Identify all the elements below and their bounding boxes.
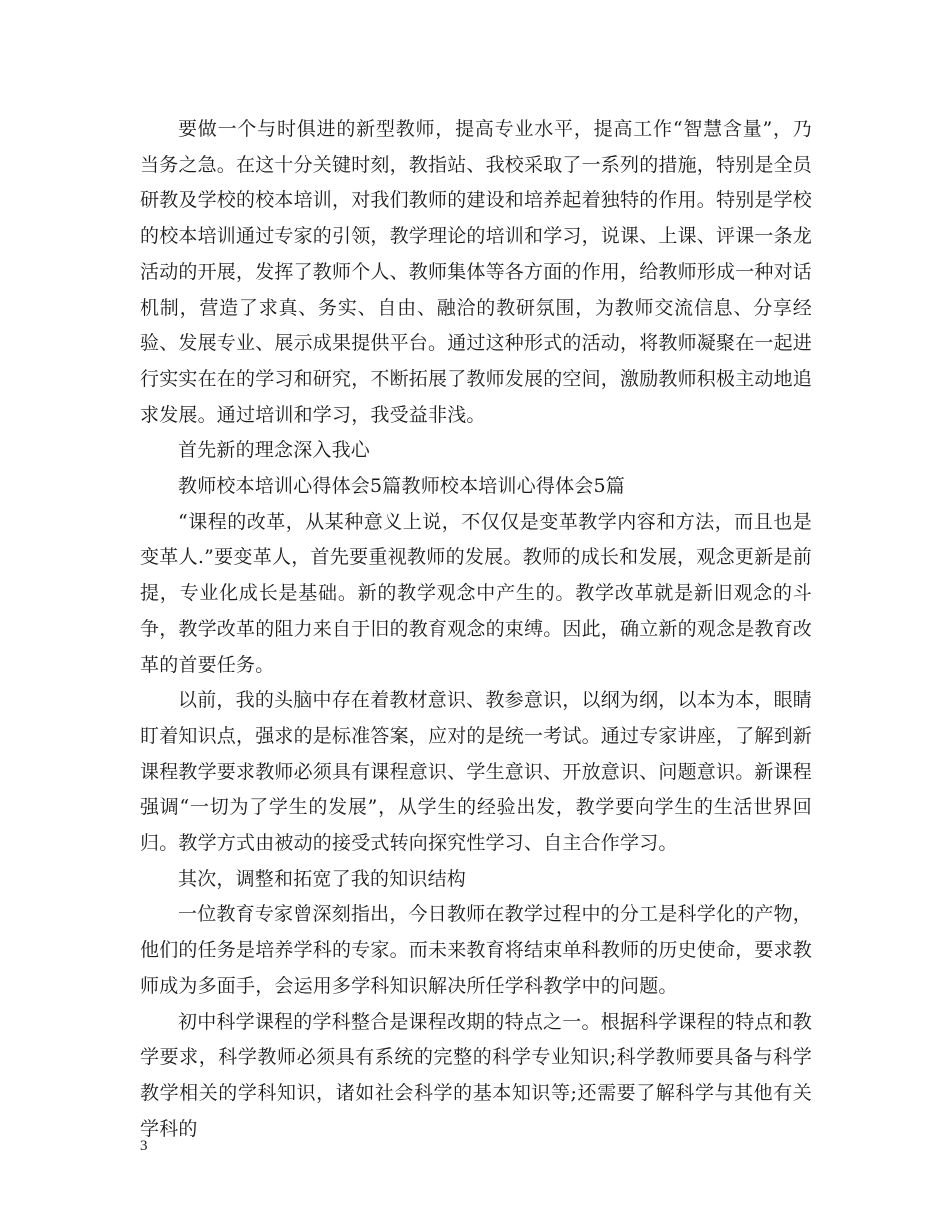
section-heading-knowledge-structure: 其次，调整和拓宽了我的知识结构 [178, 867, 467, 890]
paragraph-past-awareness: 以前，我的头脑中存在着教材意识、教参意识，以纲为纲，以本为本，眼睛盯着知识点，强求的是标准答案，应对的是统一考试。通过专家讲座，了解到新课程教学要求教师必须具有课程意识、学生意识、开放意识、问题意识。新课程强调“一切为了学生的发展”，从学生的经验出发，教学要向学生的生活世界回归。教学方式由被动的接受式转向探究性学习、自主合作学习。 [140, 689, 813, 855]
page-number: 3 [140, 1138, 148, 1154]
paragraph-curriculum-reform: “课程的改革，从某种意义上说，不仅仅是变革教学内容和方法，而且也是变革人.”要变革人，首先要重视教师的发展。教师的成长和发展，观念更新是前提，专业化成长是基础。新的教学观念中产生的。教学改革就是新旧观念的斗争，教学改革的阻力来自于旧的教育观念的束缚。因此，确立新的观念是教育改革的首要任务。 [140, 510, 813, 676]
paragraph-science-integration: 初中科学课程的学科整合是课程改期的特点之一。根据科学课程的特点和教学要求，科学教师必须具有系统的完整的科学专业知识;科学教师要具备与科学教学相关的学科知识，诸如社会科学的基本知识等;还需要了解科学与其他有关学科的 [140, 1010, 812, 1140]
paragraph-intro: 要做一个与时俱进的新型教师，提高专业水平，提高工作“智慧含量”，乃当务之急。在这十分关键时刻，教指站、我校采取了一系列的措施，特别是全员研教及学校的校本培训，对我们教师的建设和培养起着独特的作用。特别是学校的校本培训通过专家的引领，教学理论的培训和学习，说课、上课、评课一条龙活动的开展，发挥了教师个人、教师集体等各方面的作用，给教师形成一种对话机制，营造了求真、务实、自由、融洽的教研氛围，为教师交流信息、分享经验、发展专业、展示成果提供平台。通过这种形式的活动，将教师凝聚在一起进行实实在在的学习和研究，不断拓展了教师发展的空间，激励教师积极主动地追求发展。通过培训和学习，我受益非浅。 [140, 118, 813, 426]
document-title-line: 教师校本培训心得体会5篇教师校本培训心得体会5篇 [178, 475, 625, 498]
document-body [140, 112, 812, 1147]
paragraph-expert-view: 一位教育专家曾深刻指出，今日教师在教学过程中的分工是科学化的产物，他们的任务是培养学科的专家。而未来教育将结束单科教师的历史使命，要求教师成为多面手，会运用多学科知识解决所任学科教学中的问题。 [140, 903, 813, 997]
section-heading-new-concepts: 首先新的理念深入我心 [178, 439, 371, 462]
